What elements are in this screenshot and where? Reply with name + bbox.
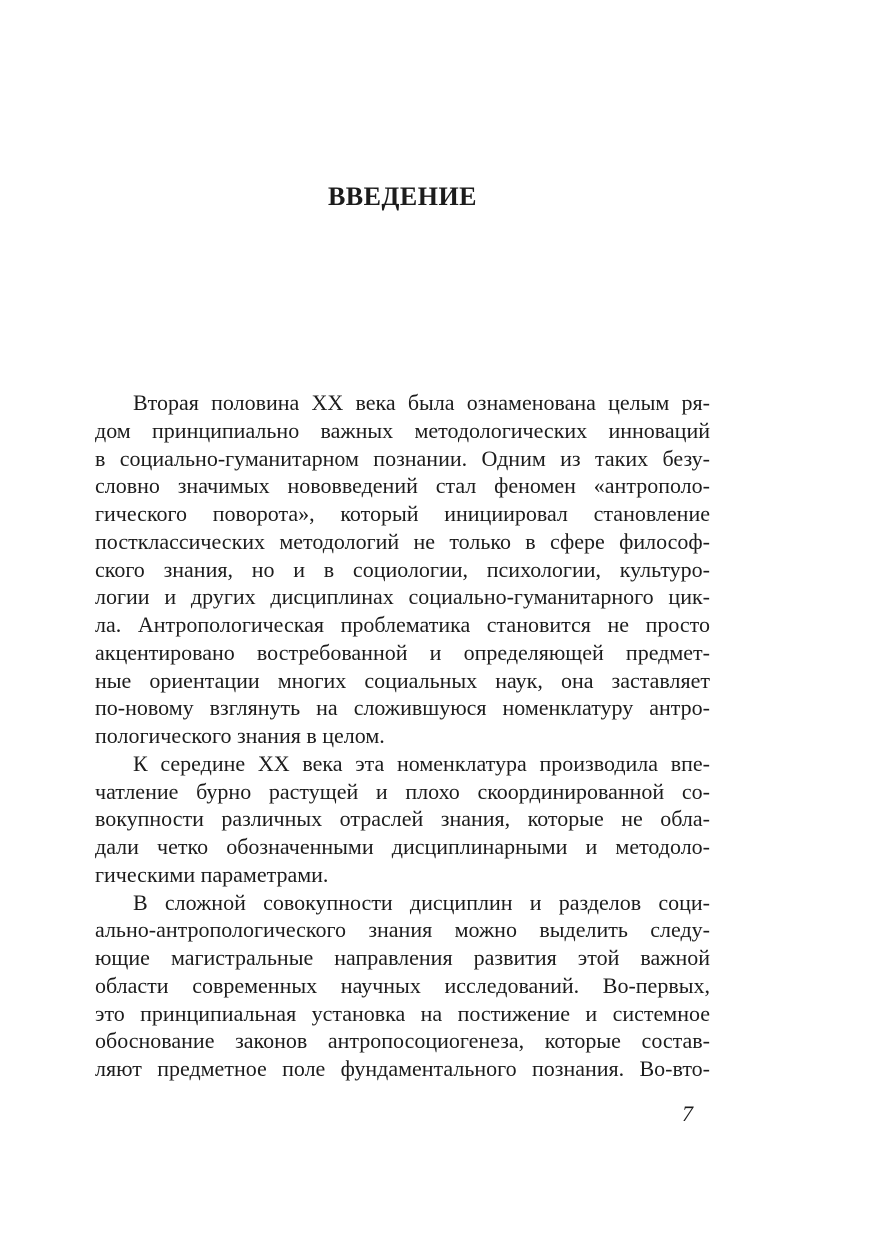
text-line: Вторая половина ХХ века была ознаменована целым ря- (133, 390, 710, 415)
paragraph (95, 389, 710, 750)
page-title: ВВЕДЕНИЕ (327, 182, 478, 211)
text-line: области современных научных исследований. Во-первых, (95, 972, 710, 998)
text-line: ского знания, но и в социологии, психологии, культуро- (95, 556, 710, 582)
text-line: гическими параметрами. (95, 861, 329, 887)
text-line: ально-антропологического знания можно выделить следу- (95, 917, 710, 943)
text-line: акцентировано востребованной и определяющей предмет- (95, 639, 710, 665)
text-line: ющие магистральные направления развития этой важной (95, 945, 710, 970)
text-line: дом принципиально важных методологических инноваций (95, 417, 710, 443)
text-body (95, 389, 710, 1083)
text-line: словно значимых нововведений стал феномен «антрополо- (95, 473, 710, 499)
text-line: К середине ХХ века эта номенклатура производила впе- (133, 750, 710, 776)
text-line: гического поворота», который инициировал становление (95, 501, 710, 526)
text-line: чатление бурно растущей и плохо скоординированной со- (95, 778, 710, 804)
text-line: дали четко обозначенными дисциплинарными и методоло- (95, 834, 710, 859)
text-line: это принципиальная установка на постижение и системное (95, 1000, 710, 1026)
text-line: вокупности различных отраслей знания, которые не обла- (95, 806, 710, 832)
text-line: ные ориентации многих социальных наук, она заставляет (95, 667, 710, 693)
page-number: 7 (682, 1101, 693, 1126)
text-line: обоснование законов антропосоциогенеза, которые состав- (95, 1028, 710, 1054)
paragraph (95, 889, 710, 1083)
text-line: В сложной совокупности дисциплин и разделов соци- (133, 889, 710, 915)
paragraph (95, 750, 710, 889)
text-line: ла. Антропологическая проблематика становится не просто (95, 612, 710, 637)
text-line: логии и других дисциплинах социально-гуманитарного цик- (95, 584, 710, 610)
text-line: постклассических методологий не только в сфере философ- (95, 528, 710, 554)
text-line: по-новому взглянуть на сложившуюся номенклатуру антро- (95, 695, 710, 721)
text-line: пологического знания в целом. (95, 723, 385, 748)
text-line: ляют предметное поле фундаментального познания. Во-вто- (95, 1056, 710, 1081)
text-line: в социально-гуманитарном познании. Одним из таких безу- (95, 445, 710, 471)
